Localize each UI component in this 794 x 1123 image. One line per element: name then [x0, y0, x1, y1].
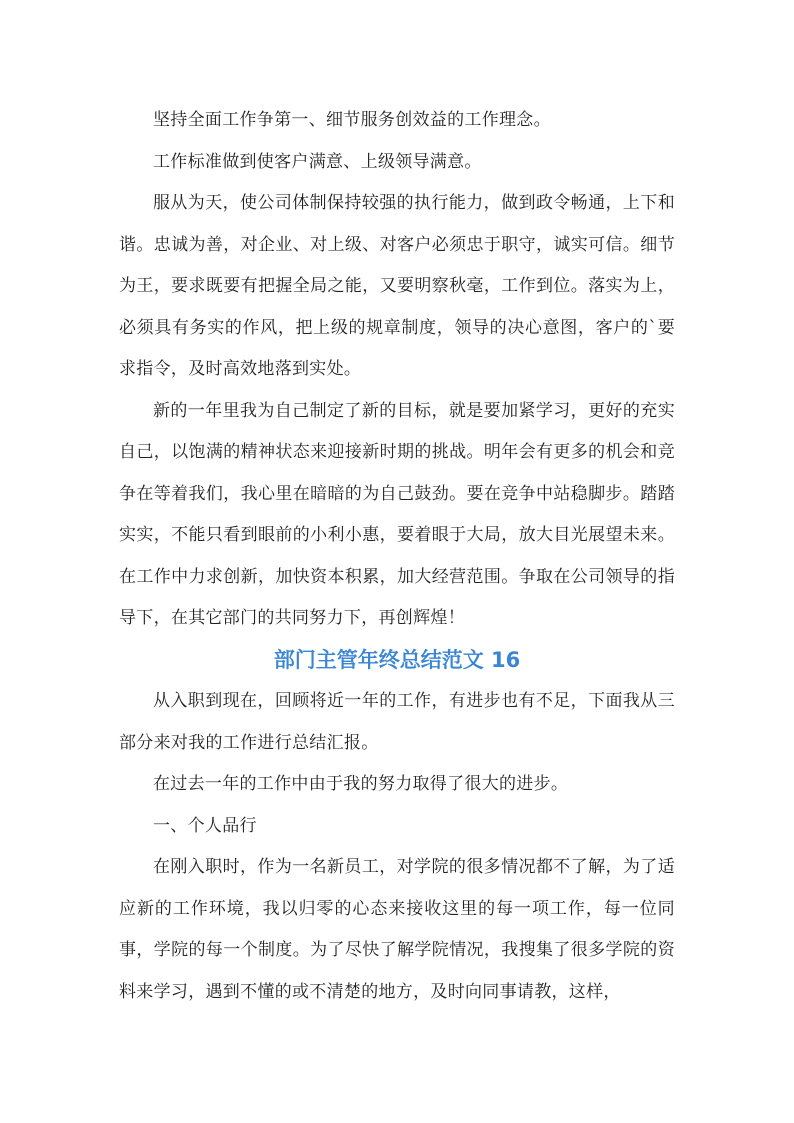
paragraph-progress: 在过去一年的工作中由于我的努力取得了很大的进步。: [153, 774, 569, 794]
subheading-personal-conduct: 一、个人品行: [153, 815, 257, 836]
paragraph-new-year-goals: 新的一年里我为自己制定了新的目标，就是要加紧学习，更好的充实自己，以饱满的精神状态来迎接新时期的挑战。明年会有更多的机会和竞争在等着我们，我心里在暗暗的为自己鼓劲。要在竞争中站稳脚步。踏踏实实，不能只看到眼前的小利小惠，要着眼于大局，放大目光展望未来。在工作中力求创新，加快资本积累，加大经营范围。争取在公司领导的指导下，在其它部门的共同努力下，再创辉煌！: [119, 400, 675, 628]
paragraph-onboarding: 在刚入职时，作为一名新员工，对学院的很多情况都不了解，为了适应新的工作环境，我以归零的心态来接收这里的每一项工作，每一位同事，学院的每一个制度。为了尽快了解学院情况，我搜集了很多学院的资料来学习，遇到不懂的或不清楚的地方，及时向同事请教，这样，: [119, 857, 675, 1002]
paragraph-work-philosophy: 坚持全面工作争第一、细节服务创效益的工作理念。: [153, 110, 551, 130]
document-body: [119, 100, 675, 1013]
paragraph-execution: 服从为天，使公司体制保持较强的执行能力，做到政令畅通，上下和谐。忠诚为善，对企业、对上级、对客户必须忠于职守，诚实可信。细节为王，要求既要有把握全局之能，又要明察秋毫，工作到位。落实为上，必须具有务实的作风，把上级的规章制度，领导的决心意图，客户的`要求指令，及时高效地落到实处。: [119, 193, 675, 379]
paragraph-work-standard: 工作标准做到使客户满意、上级领导满意。: [153, 151, 482, 172]
section-heading: 部门主管年终总结范文 16: [273, 647, 521, 672]
paragraph-intro: 从入职到现在，回顾将近一年的工作，有进步也有不足，下面我从三部分来对我的工作进行总结汇报。: [119, 691, 675, 753]
